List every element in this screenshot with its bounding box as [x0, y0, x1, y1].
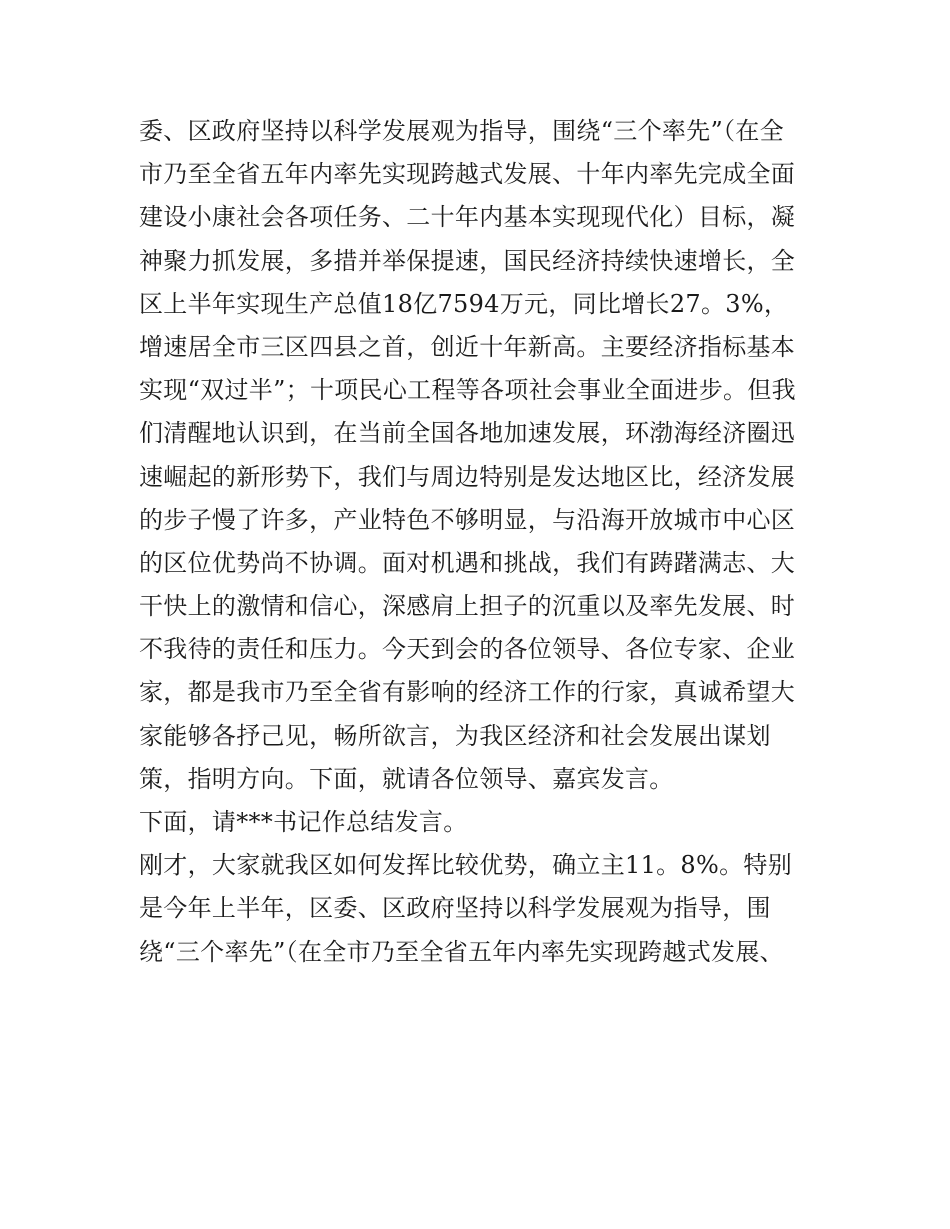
text-line: 们清醒地认识到，在当前全国各地加速发展，环渤海经济圈迅 — [139, 419, 796, 448]
text-line: 委、区政府坚持以科学发展观为指导，围绕“三个率先”（在全 — [139, 117, 784, 145]
text-line: 建设小康社会各项任务、二十年内基本实现现代化）目标，凝 — [139, 203, 796, 232]
text-line: 速崛起的新形势下，我们与周边特别是发达地区比，经济发展 — [139, 462, 796, 491]
text-line: 增速居全市三区四县之首，创近十年新高。主要经济指标基本 — [139, 332, 796, 361]
text-line: 家能够各抒己见，畅所欲言，为我区经济和社会发展出谋划 — [139, 721, 771, 750]
text-line: 下面，请***书记作总结发言。 — [139, 808, 468, 836]
text-line: 不我待的责任和压力。今天到会的各位领导、各位专家、企业 — [139, 635, 796, 664]
text-line: 家，都是我市乃至全省有影响的经济工作的行家，真诚希望大 — [139, 678, 796, 707]
text-line: 神聚力抓发展，多措并举保提速，国民经济持续快速增长，全 — [139, 246, 796, 275]
text-line: 实现“双过半”；十项民心工程等各项社会事业全面进步。但我 — [139, 376, 796, 405]
text-line: 刚才，大家就我区如何发挥比较优势，确立主11。8%。特别 — [139, 851, 793, 880]
body-text — [139, 110, 819, 974]
text-line: 的区位优势尚不协调。面对机遇和挑战，我们有踌躇满志、大 — [139, 548, 796, 577]
text-line: 策，指明方向。下面，就请各位领导、嘉宾发言。 — [139, 764, 674, 793]
text-line: 的步子慢了许多，产业特色不够明显，与沿海开放城市中心区 — [139, 505, 796, 534]
text-line: 绕“三个率先”（在全市乃至全省五年内率先实现跨越式发展、 — [139, 937, 784, 966]
text-line: 是今年上半年，区委、区政府坚持以科学发展观为指导，围 — [139, 894, 771, 923]
text-line: 市乃至全省五年内率先实现跨越式发展、十年内率先完成全面 — [139, 160, 796, 189]
text-line: 干快上的激情和信心，深感肩上担子的沉重以及率先发展、时 — [139, 592, 796, 621]
text-line: 区上半年实现生产总值18亿7594万元，同比增长27。3%， — [139, 289, 789, 318]
